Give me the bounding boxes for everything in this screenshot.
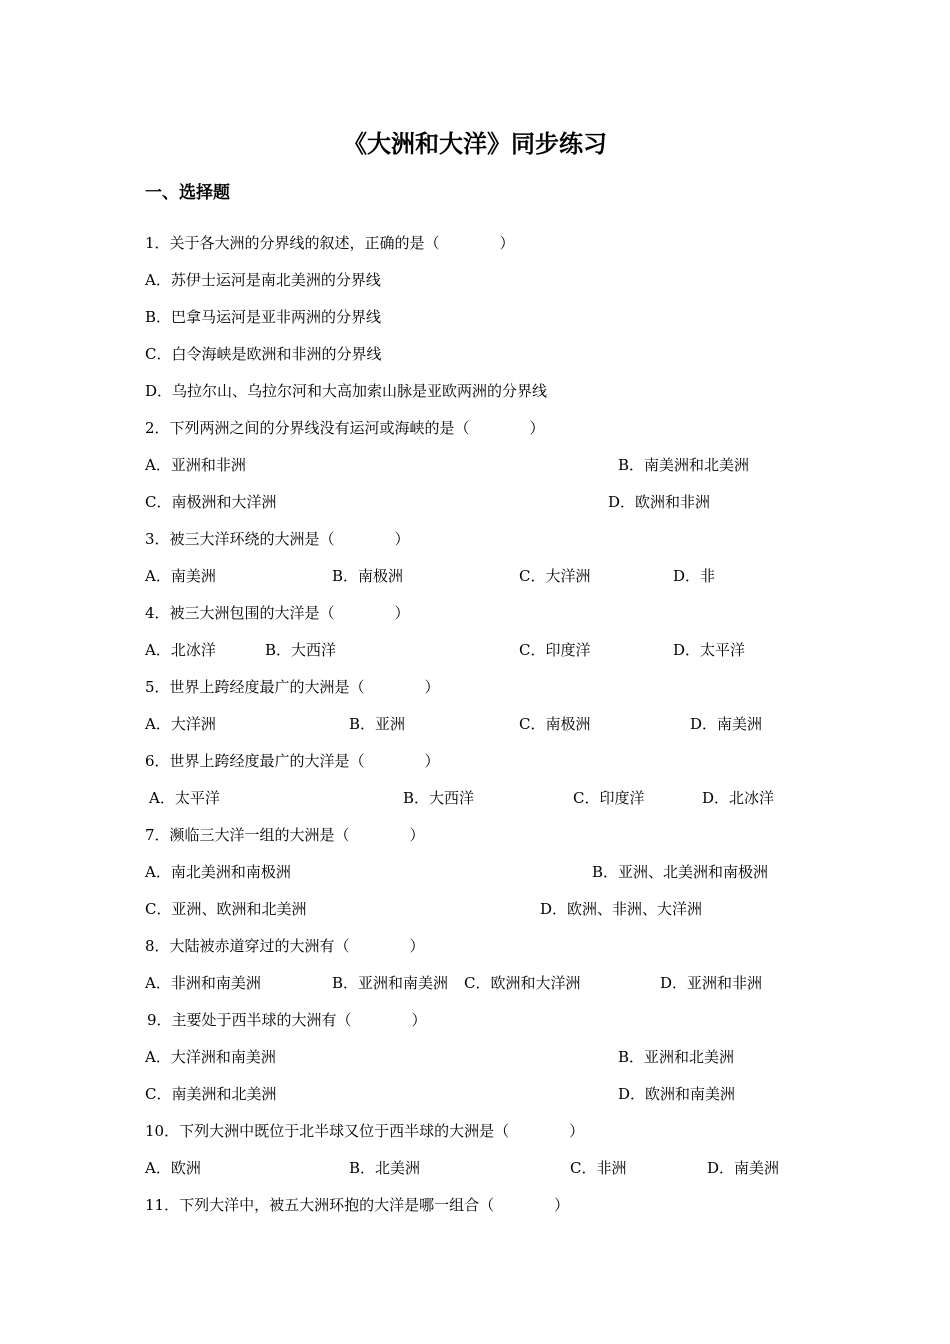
option: D．非 bbox=[673, 567, 716, 585]
option: A．苏伊士运河是南北美洲的分界线 bbox=[145, 271, 381, 289]
option: C．非洲 bbox=[570, 1159, 627, 1177]
option: A．北冰洋 bbox=[145, 641, 216, 659]
question-stem: 11．下列大洋中，被五大洲环抱的大洋是哪一组合（ ） bbox=[145, 1196, 570, 1214]
option: D．南美洲 bbox=[690, 715, 763, 733]
option: C．南极洲和大洋洲 bbox=[145, 493, 277, 511]
option: C．大洋洲 bbox=[519, 567, 591, 585]
option: B．巴拿马运河是亚非两洲的分界线 bbox=[145, 308, 382, 326]
option: D．太平洋 bbox=[673, 641, 746, 659]
option: B．南美洲和北美洲 bbox=[618, 456, 750, 474]
option: D．欧洲和南美洲 bbox=[618, 1085, 736, 1103]
option: C．欧洲和大洋洲 bbox=[464, 974, 581, 992]
option: B．北美洲 bbox=[349, 1159, 421, 1177]
option: C．南极洲 bbox=[519, 715, 591, 733]
section-heading: 一、选择题 bbox=[145, 183, 230, 203]
option: B．大西洋 bbox=[403, 789, 475, 807]
question-stem: 4．被三大洲包围的大洋是（ ） bbox=[145, 604, 410, 622]
question-stem: 9．主要处于西半球的大洲有（ ） bbox=[147, 1011, 427, 1029]
option: A．欧洲 bbox=[145, 1159, 201, 1177]
option: B．亚洲、北美洲和南极洲 bbox=[592, 863, 769, 881]
question-stem: 2．下列两洲之间的分界线没有运河或海峡的是（ ） bbox=[145, 419, 545, 437]
option: A．太平洋 bbox=[149, 789, 220, 807]
option: B．亚洲和北美洲 bbox=[618, 1048, 735, 1066]
option: A．南美洲 bbox=[145, 567, 216, 585]
question-stem: 5．世界上跨经度最广的大洲是（ ） bbox=[145, 678, 440, 696]
question-stem: 3．被三大洋环绕的大洲是（ ） bbox=[145, 530, 410, 548]
option: A．南北美洲和南极洲 bbox=[145, 863, 291, 881]
question-stem: 10．下列大洲中既位于北半球又位于西半球的大洲是（ ） bbox=[145, 1122, 585, 1140]
option: D．亚洲和非洲 bbox=[660, 974, 763, 992]
question-stem: 7．濒临三大洋一组的大洲是（ ） bbox=[145, 826, 425, 844]
option: A．大洋洲和南美洲 bbox=[145, 1048, 276, 1066]
option: D．南美洲 bbox=[707, 1159, 780, 1177]
option: C．印度洋 bbox=[573, 789, 645, 807]
option: D．乌拉尔山、乌拉尔河和大高加索山脉是亚欧两洲的分界线 bbox=[145, 382, 548, 400]
option: B．亚洲 bbox=[349, 715, 406, 733]
question-stem: 1．关于各大洲的分界线的叙述，正确的是（ ） bbox=[145, 234, 515, 252]
option: C．白令海峡是欧洲和非洲的分界线 bbox=[145, 345, 382, 363]
option: A．亚洲和非洲 bbox=[145, 456, 246, 474]
option: D．北冰洋 bbox=[702, 789, 775, 807]
option: C．南美洲和北美洲 bbox=[145, 1085, 277, 1103]
question-stem: 8．大陆被赤道穿过的大洲有（ ） bbox=[145, 937, 425, 955]
option: B．南极洲 bbox=[332, 567, 404, 585]
option: A．非洲和南美洲 bbox=[145, 974, 261, 992]
option: D．欧洲和非洲 bbox=[608, 493, 711, 511]
option: A．大洋洲 bbox=[145, 715, 216, 733]
option: C．印度洋 bbox=[519, 641, 591, 659]
option: B．大西洋 bbox=[265, 641, 337, 659]
option: B．亚洲和南美洲 bbox=[332, 974, 449, 992]
document-title: 《大洲和大洋》同步练习 bbox=[343, 130, 607, 158]
question-stem: 6．世界上跨经度最广的大洋是（ ） bbox=[145, 752, 440, 770]
option: D．欧洲、非洲、大洋洲 bbox=[540, 900, 703, 918]
option: C．亚洲、欧洲和北美洲 bbox=[145, 900, 307, 918]
